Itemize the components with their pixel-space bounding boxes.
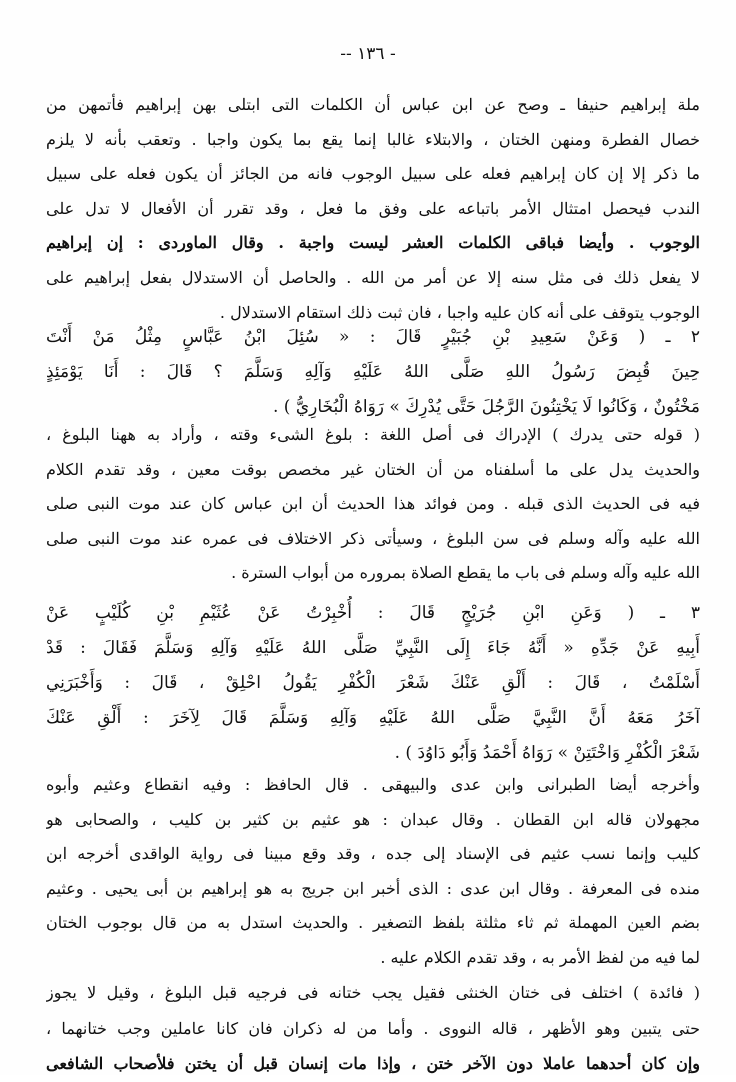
hadith-line: شَعْرَ الْكُفْرِ وَاخْتَتِنْ » رَوَاهُ أَحْمَدُ وَأَبُو دَاوُدَ ) . [394,743,700,763]
page-number: -- ١٣٦ - [340,44,396,64]
text-line: ما ذكر إلا إن كان إبراهيم فعله على سبيل الوجوب فانه من الجائز أن يكون فعله على سبيل [46,164,700,184]
text-line: كليب وإنما نسب عثيم فى الإسناد إلى جده ، وقد وقع مبينا فى رواية الواقدى أخرجه ابن [46,844,700,864]
hadith-line: آخَرُ مَعَهُ أَنَّ النَّبِيَّ صَلَّى اللهُ عَلَيْهِ وَآلِهِ وَسَلَّمَ قَالَ لِآخَرَ : أَلْقِ عَنْكَ [46,708,700,728]
commentary-paragraph-2 [46,418,700,591]
hadith-2 [46,320,700,425]
commentary-paragraph-1 [46,88,700,330]
text-line: الوجوب يتوقف على أنه كان عليه واجبا ، فان ثبت ذلك استقام الاستدلال . [219,302,700,322]
benefit-note [46,975,700,1082]
text-line: وأخرجه أيضا الطبرانى وابن عدى والبيهقى . قال الحافظ : وفيه انقطاع وعثيم وأبوه [46,775,700,794]
text-line: بضم العين المهملة ثم ثاء مثلثة بلفظ التصغير . والحديث استدل به من قال بوجوب الختان [46,913,700,933]
text-line: منده فى المعرفة . وقال ابن عدى : الذى أخبر ابن جريج به هو إبراهيم بن أبى يحيى . وعثيم [46,878,700,898]
text-line: لا يفعل ذلك فى مثل سنه إلا عن أمر من الله . والحاصل أن الاستدلال بفعل إبراهيم على [46,267,700,287]
text-line: ( قوله حتى يدرك ) الإدراك فى أصل اللغة : بلوغ الشىء وقته ، وأراد به ههنا البلوغ ، [46,425,700,444]
text-line: الوجوب . وأيضا فباقى الكلمات العشر ليست واجبة . وقال الماوردى : إن إبراهيم [46,233,700,253]
hadith-line: ٢ ـ ( وَعَنْ سَعِيدِ بْنِ جُبَيْرٍ قَالَ : « سُئِلَ ابْنُ عَبَّاسٍ مِثْلُ مَنْ أَنْتَ [46,327,700,347]
text-line: لما فيه من لفظ الأمر به ، وقد تقدم الكلام عليه . [380,947,700,967]
hadith-line: ٣ ـ ( وَعَنِ ابْنِ جُرَيْجٍ قَالَ : أُخْبِرْتُ عَنْ عُثَيْمِ بْنِ كُلَيْبٍ عَنْ [46,603,700,623]
text-line: الله عليه وآله وسلم فى سن البلوغ ، وسيأتى ذكر الاختلاف فى عمره عند موت النبى صلى [46,528,700,548]
text-line: والحديث يدل على ما أسلفناه من أن الختان غير مخصص بوقت معين ، وقد تقدم الكلام [46,459,700,479]
hadith-3 [46,596,700,771]
text-line: الله عليه وآله وسلم فى باب ما يقطع الصلاة بمروره من أبواب السترة . [231,563,700,583]
commentary-paragraph-3 [46,768,700,976]
text-line: ملة إبراهيم حنيفا ـ وصح عن ابن عباس أن الكلمات التى ابتلى بهن إبراهيم فأتمهن من [46,95,700,114]
text-line: الندب فيحصل امتثال الأمر باتباعه على وفق ما فعل ، وقد تقرر أن الأفعال لا تدل على [46,198,700,218]
text-line: وإن كان أحدهما عاملا دون الآخر ختن ، وإذا مات إنسان قبل أن يختن فلأصحاب الشافعى [46,1054,700,1073]
hadith-line: حِينَ قُبِضَ رَسُولُ اللهِ صَلَّى اللهُ عَلَيْهِ وَآلِهِ وَسَلَّمَ ؟ قَالَ : أَنَا يَوْمَئِذٍ [46,362,700,382]
hadith-line: أَبِيهِ عَنْ جَدِّهِ « أَنَّهُ جَاءَ إِلَى النَّبِيِّ صَلَّى اللهُ عَلَيْهِ وَآلِهِ وَسَلَّمَ فَقَالَ : قَدْ [46,638,700,658]
text-line: مجهولان قاله ابن القطان . وقال عبدان : هو عثيم بن كثير بن كليب ، والصحابى هو [46,809,700,829]
text-line: حتى يتبين وهو الأظهر ، قاله النووى . وأما من له ذكران فان كانا عاملين وجب ختانهما ، [46,1018,700,1038]
hadith-line: أَسْلَمْتُ ، قَالَ : أَلْقِ عَنْكَ شَعْرَ الْكُفْرِ يَقُولُ احْلِقْ ، قَالَ : وَأَخْبَرَنِي [46,673,700,693]
text-line: فيه فى الحديث الذى قبله . ومن فوائد هذا الحديث أن ابن عباس كان عند موت النبى صلى [46,494,700,514]
text-line: خصال الفطرة ومنهن الختان ، والابتلاء غالبا إنما يقع بما يكون واجبا . وتعقب بأنه لا يلزم [46,129,700,149]
text-line: ( فائدة ) اختلف فى ختان الخنثى فقيل يجب ختانه فى فرجيه قبل البلوغ ، وقيل لا يجوز [46,983,700,1002]
hadith-line: مَخْتُونٌ ، وَكَانُوا لَا يَخْتِنُونَ الرَّجُلَ حَتَّى يُدْرِكَ » رَوَاهُ الْبُخَارِيُّ ) . [273,397,700,417]
